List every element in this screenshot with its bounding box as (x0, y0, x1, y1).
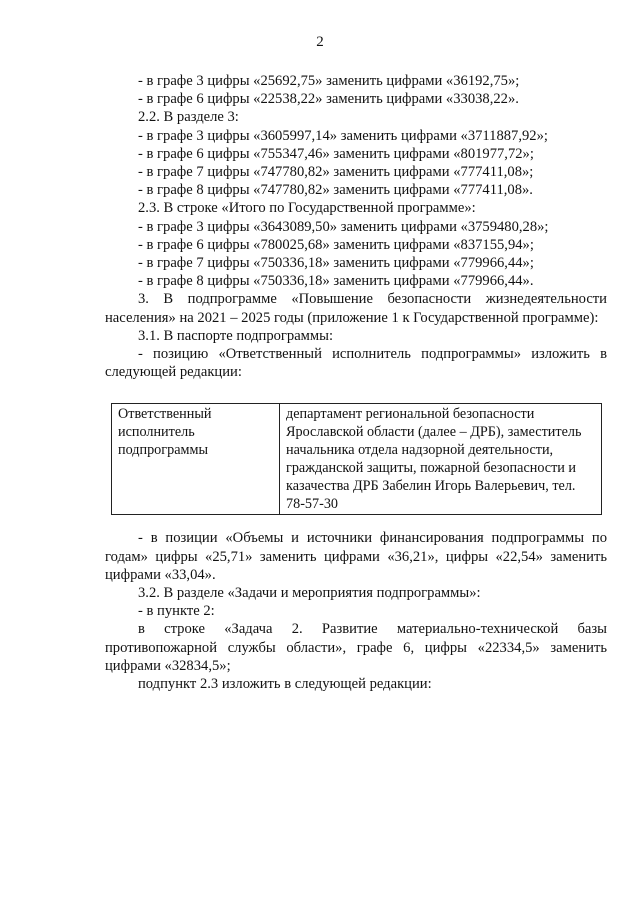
paragraph: подпункт 2.3 изложить в следующей редакции: (138, 676, 432, 693)
section-heading: 3.1. В паспорте подпрограммы: (138, 327, 334, 344)
spacer (105, 515, 607, 529)
paragraph: - в графе 6 цифры «755347,46» заменить цифрами «801977,72»; (138, 145, 534, 162)
paragraph: - в графе 7 цифры «747780,82» заменить цифрами «777411,08»; (138, 164, 534, 181)
paragraph: - в графе 3 цифры «3605997,14» заменить цифрами «3711887,92»; (138, 127, 548, 144)
table-cell-label: Ответственный исполнитель подпрограммы (112, 404, 280, 515)
paragraph: - в графе 8 цифры «750336,18» заменить цифрами «779966,44». (138, 273, 534, 290)
paragraph: - в графе 7 цифры «750336,18» заменить цифрами «779966,44»; (138, 255, 534, 272)
section-heading: 3. В подпрограмме «Повышение безопасности жизнедеятельности населения» на 2021 – 2025 годы (приложение 1 к Государственной программе): (105, 291, 607, 326)
paragraph: - в позиции «Объемы и источники финансирования подпрограммы по годам» цифры «25,71» заменить цифрами «36,21», цифры «22,54» заменить цифрами «33,04». (105, 530, 607, 583)
responsible-executor-table (111, 403, 602, 515)
paragraph: - в пункте 2: (138, 603, 215, 620)
section-heading: 3.2. В разделе «Задачи и мероприятия подпрограммы»: (138, 585, 481, 602)
document-body (105, 72, 607, 693)
paragraph: в строке «Задача 2. Развитие материально-технической базы противопожарной службы области», графе 6, цифры «22334,5» заменить цифрами «32834,5»; (105, 621, 607, 674)
paragraph: - в графе 6 цифры «22538,22» заменить цифрами «33038,22». (138, 91, 519, 108)
paragraph: - в графе 3 цифры «25692,75» заменить цифрами «36192,75»; (138, 73, 520, 89)
paragraph: - в графе 6 цифры «780025,68» заменить цифрами «837155,94»; (138, 236, 534, 253)
paragraph: - позицию «Ответственный исполнитель подпрограммы» изложить в следующей редакции: (105, 346, 607, 381)
paragraph: - в графе 3 цифры «3643089,50» заменить цифрами «3759480,28»; (138, 218, 549, 235)
table-cell-value: департамент региональной безопасности Ярославской области (далее – ДРБ), заместитель начальника отдела надзорной деятельности, гражданской защиты, пожарной безопасности и казачества ДРБ Забелин Игорь Валерьевич, тел. 78-57-30 (280, 404, 602, 515)
section-heading: 2.3. В строке «Итого по Государственной программе»: (138, 200, 476, 217)
table-row (112, 404, 602, 515)
spacer (105, 381, 607, 403)
page-number: 2 (316, 34, 324, 50)
section-heading: 2.2. В разделе 3: (138, 109, 239, 126)
paragraph: - в графе 8 цифры «747780,82» заменить цифрами «777411,08». (138, 182, 533, 199)
